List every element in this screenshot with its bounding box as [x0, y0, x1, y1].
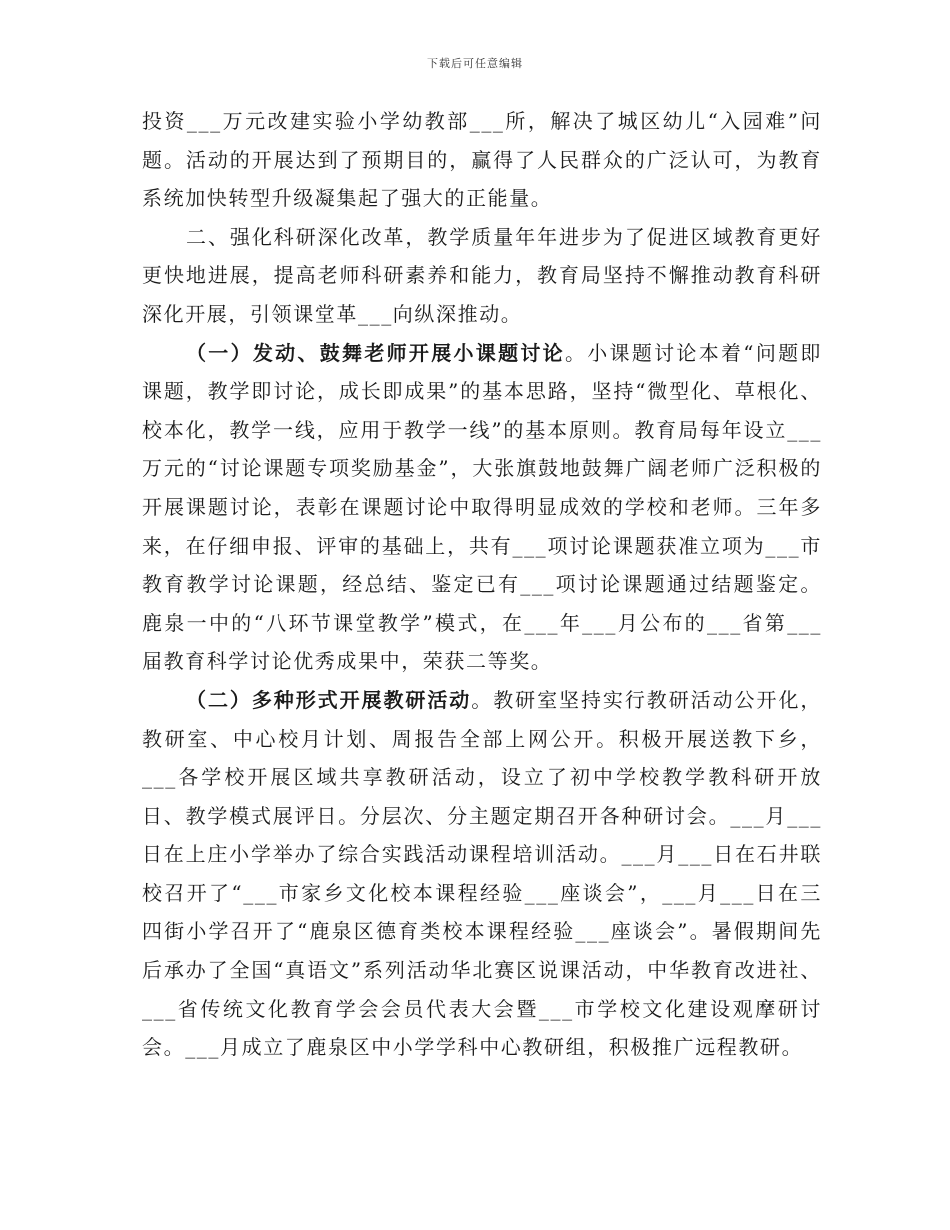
page-header: 下载后可任意编辑 [427, 57, 523, 70]
paragraph-4 [142, 681, 822, 1067]
paragraph-3 [142, 334, 822, 681]
section-heading-1: （一）发动、鼓舞老师开展小课题讨论 [186, 340, 565, 365]
document-body [142, 102, 822, 1067]
paragraph-2: 二、强化科研深化改革，教学质量年年进步为了促进区域教育更好更快地进展，提高老师科研素养和能力，教育局坚持不懈推动教育科研深化开展，引领课堂革___向纵深推动。 [142, 224, 822, 326]
paragraph-1: 投资___万元改建实验小学幼教部___所，解决了城区幼儿“入园难”问题。活动的开展达到了预期目的，赢得了人民群众的广泛认可，为教育系统加快转型升级凝集起了强大的正能量。 [142, 109, 822, 211]
paragraph-3-text: 。小课题讨论本着“问题即课题，教学即讨论，成长即成果”的基本思路，坚持“微型化、草根化、校本化，教学一线，应用于教学一线”的基本原则。教育局每年设立___万元的“讨论课题专项奖励基金”，大张旗鼓地鼓舞广阔老师广泛积极的开展课题讨论，表彰在课题讨论中取得明显成效的学校和老师。三年多来，在仔细申报、评审的基础上，共有___项讨论课题获准立项为___市教育教学讨论课题，经总结、鉴定已有___项讨论课题通过结题鉴定。鹿泉一中的“八环节课堂教学”模式，在___年___月公布的___省第___届教育科学讨论优秀成果中，荣获二等奖。 [142, 340, 822, 674]
section-heading-2: （二）多种形式开展教研活动 [186, 687, 472, 712]
paragraph-4-text: 。教研室坚持实行教研活动公开化，教研室、中心校月计划、周报告全部上网公开。积极开展送教下乡，___各学校开展区域共享教研活动，设立了初中学校教学教科研开放日、教学模式展评日。分层次、分主题定期召开各种研讨会。___月___日在上庄小学举办了综合实践活动课程培训活动。___月___日在石井联校召开了“___市家乡文化校本课程经验___座谈会”，___月___日在三四街小学召开了“鹿泉区德育类校本课程经验___座谈会”。暑假期间先后承办了全国“真语文”系列活动华北赛区说课活动，中华教育改进社、___省传统文化教育学会会员代表大会暨___市学校文化建设观摩研讨会。___月成立了鹿泉区中小学学科中心教研组，积极推广远程教研。 [142, 687, 822, 1060]
